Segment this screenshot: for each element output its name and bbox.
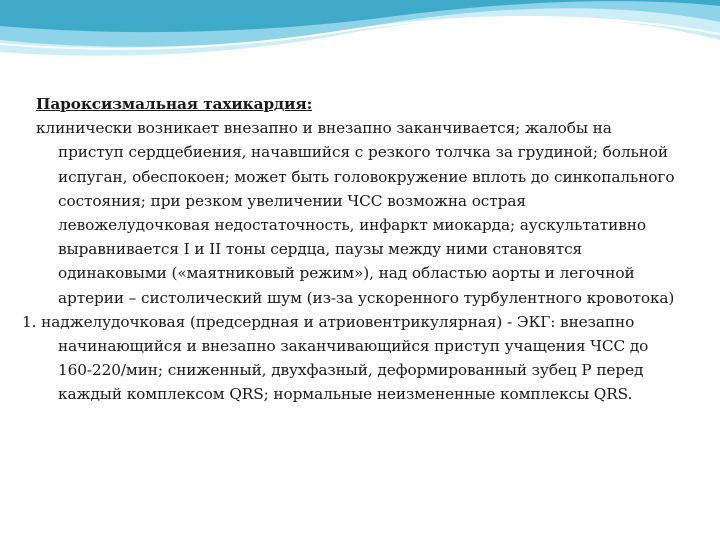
header-wave-decoration [0,0,720,90]
clinical-description: клинически возникает внезапно и внезапно заканчивается; жалобы на приступ сердцебиения, начавшийся с резкого толчка за грудиной; больной испуган, обеспокоен; может быть головокружение вплоть до синкопального состояния; при резком увеличении ЧСС возможна острая левожелудочковая недостаточность, инфаркт миокарда; аускультативно выравнивается I и II тоны сердца, паузы между ними становятся одинаковыми («маятниковый режим»), над областью аорты и легочной артерии – систолический шум (из-за ускоренного турбулентного кровотока) [36,119,675,307]
slide-heading: Пароксизмальная тахикардия: [36,95,313,113]
slide-text [22,92,676,407]
list-item-supraventricular: 1. наджелудочковая (предсердная и атриовентрикулярная) - ЭКГ: внезапно начинающийся и внезапно заканчивающийся приступ учащения ЧСС до 160-220/мин; сниженный, двухфазный, деформированный зубец Р перед каждый комплексом QRS; нормальные неизмененные комплексы QRS. [22,312,649,404]
